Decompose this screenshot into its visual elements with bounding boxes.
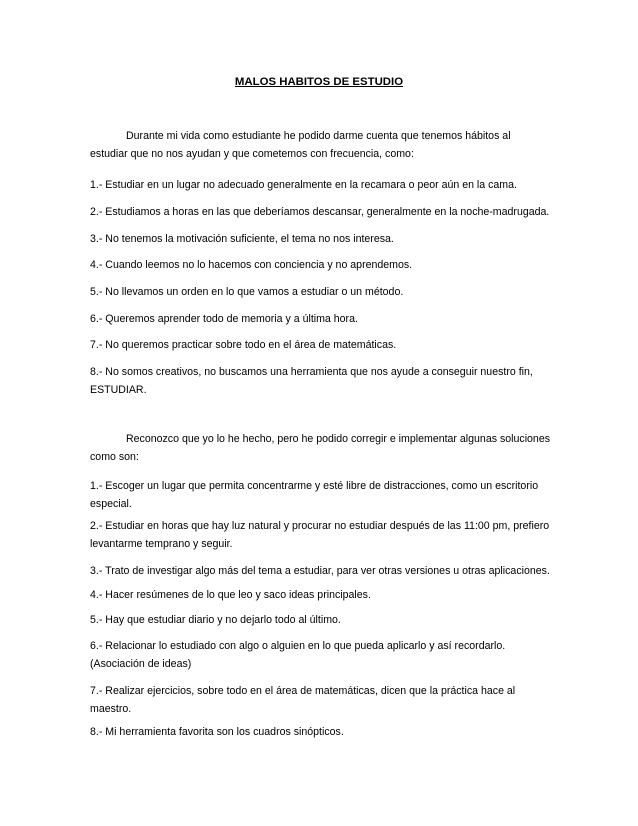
solution-1-block xyxy=(90,477,550,513)
solution-8-block xyxy=(90,723,550,741)
solution-item: 1.- Escoger un lugar que permita concentrarme y esté libre de distracciones, como un escritorio especial. xyxy=(90,480,539,510)
bad-habit-5-block xyxy=(90,283,550,301)
solution-5-block xyxy=(90,611,550,629)
bad-habit-item: 6.- Queremos aprender todo de memoria y a última hora. xyxy=(90,313,358,325)
bad-habit-8-block xyxy=(90,363,550,399)
intro-paragraph-2-block xyxy=(90,430,550,466)
solution-item: 3.- Trato de investigar algo más del tema a estudiar, para ver otras versiones u otras aplicaciones. xyxy=(90,565,550,577)
intro-paragraph-1-block xyxy=(90,127,550,163)
solution-item: 2.- Estudiar en horas que hay luz natural y procurar no estudiar después de las 11:00 pm, prefiero levantarme temprano y seguir. xyxy=(90,520,550,550)
bad-habit-item: 5.- No llevamos un orden en lo que vamos a estudiar o un método. xyxy=(90,286,404,298)
bad-habit-item: 1.- Estudiar en un lugar no adecuado generalmente en la recamara o peor aún en la cama. xyxy=(90,179,517,191)
bad-habit-3-block xyxy=(90,230,550,248)
solution-4-block xyxy=(90,586,550,604)
bad-habit-1-block xyxy=(90,176,550,194)
bad-habit-item: 2.- Estudiamos a horas en las que deberíamos descansar, generalmente en la noche-madrugada. xyxy=(90,206,550,218)
solution-item: 6.- Relacionar lo estudiado con algo o alguien en lo que pueda aplicarlo y así recordarlo. xyxy=(90,640,506,652)
solution-7-block xyxy=(90,682,550,718)
intro-paragraph-2: Reconozco que yo lo he hecho, pero he podido corregir e implementar algunas soluciones como son: xyxy=(90,433,551,463)
solution-item: 5.- Hay que estudiar diario y no dejarlo todo al último. xyxy=(90,614,341,626)
bad-habit-4-block xyxy=(90,256,550,274)
bad-habit-7-block xyxy=(90,336,550,354)
bad-habit-item: 7.- No queremos practicar sobre todo en el área de matemáticas. xyxy=(90,339,397,351)
solution-item: 4.- Hacer resúmenes de lo que leo y saco ideas principales. xyxy=(90,589,371,601)
solution-6-block xyxy=(90,637,550,673)
solution-item-note: (Asociación de ideas) xyxy=(90,658,192,670)
solution-3-block xyxy=(90,562,550,580)
bad-habit-item: 8.- No somos creativos, no buscamos una herramienta que nos ayude a conseguir nuestro fin, ESTUDIAR. xyxy=(90,366,533,396)
solution-2-block xyxy=(90,517,550,553)
bad-habit-item: 4.- Cuando leemos no lo hacemos con conciencia y no aprendemos. xyxy=(90,259,413,271)
document-title: MALOS HABITOS DE ESTUDIO xyxy=(234,76,404,88)
intro-paragraph-1: Durante mi vida como estudiante he podido darme cuenta que tenemos hábitos al estudiar que no nos ayudan y que cometemos con frecuencia, como: xyxy=(90,130,511,160)
bad-habit-6-block xyxy=(90,310,550,328)
bad-habit-2-block xyxy=(90,203,550,221)
solution-item: 8.- Mi herramienta favorita son los cuadros sinópticos. xyxy=(90,726,344,738)
bad-habit-item: 3.- No tenemos la motivación suficiente, el tema no nos interesa. xyxy=(90,233,394,245)
solution-item: 7.- Realizar ejercicios, sobre todo en el área de matemáticas, dicen que la práctica hace al maestro. xyxy=(90,685,516,715)
